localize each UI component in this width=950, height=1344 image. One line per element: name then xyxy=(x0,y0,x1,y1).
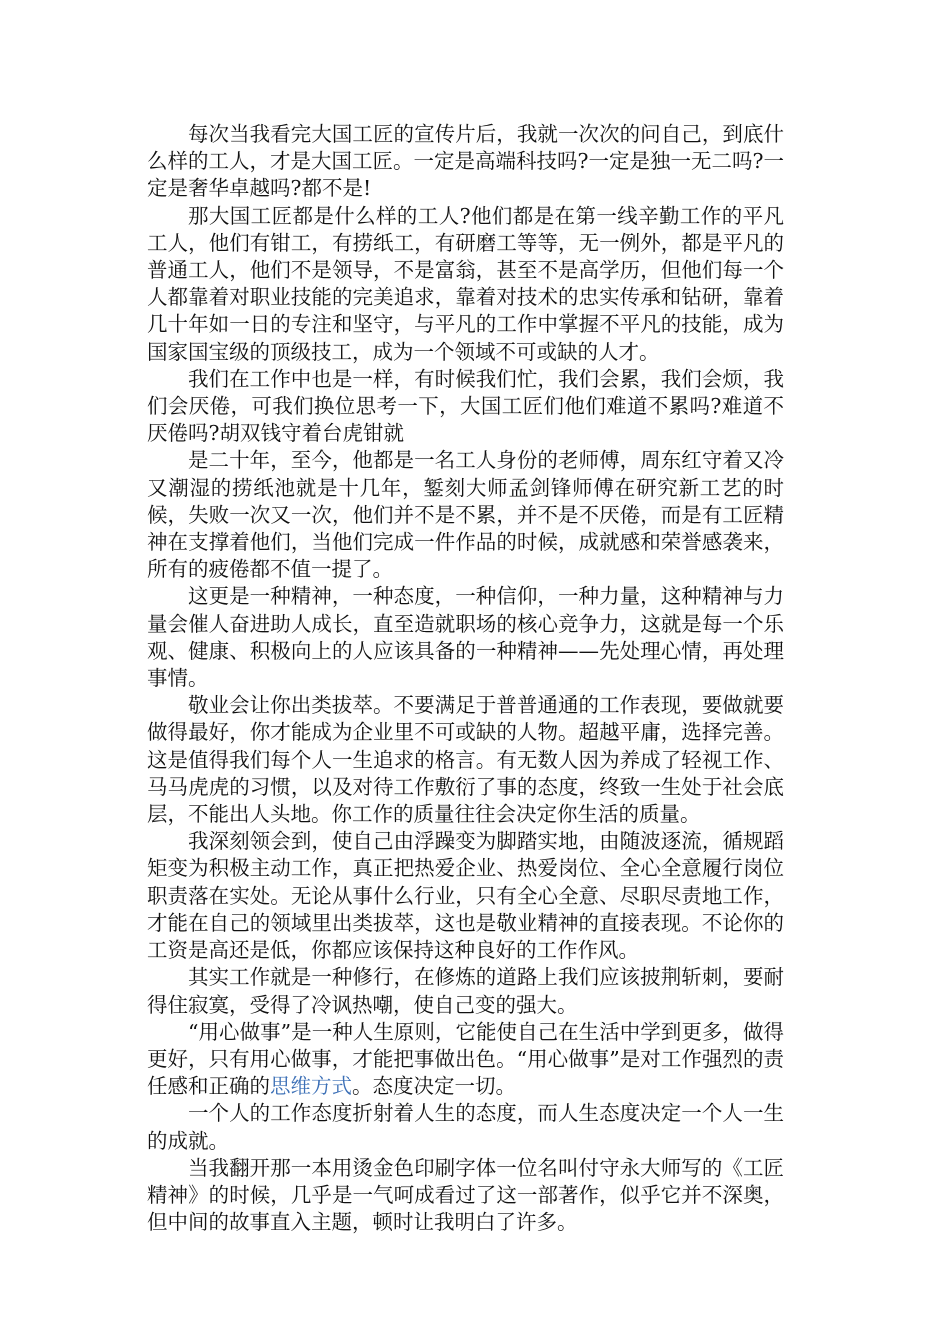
paragraph-11: 当我翻开那一本用烫金色印刷字体一位名叫付守永大师写的《工匠精神》的时候，几乎是一气呵成看过了这一部著作，似乎它并不深奥，但中间的故事直入主题，顿时让我明白了许多。 xyxy=(147,1155,784,1235)
paragraph-9 xyxy=(147,1019,784,1101)
paragraph-9-text-before: “用心做事”是一种人生原则，它能使自己在生活中学到更多，做得更好，只有用心做事，才能把事做出色。“用心做事”是对工作强烈的责任感和正确的 xyxy=(147,1019,784,1099)
paragraph-8: 其实工作就是一种修行，在修炼的道路上我们应该披荆斩刺，要耐得住寂寞，受得了冷讽热嘲，使自己变的强大。 xyxy=(147,965,784,1017)
paragraph-9-text-after: 。态度决定一切。 xyxy=(352,1074,516,1099)
paragraph-6: 敬业会让你出类拔萃。不要满足于普普通通的工作表现，要做就要做得最好，你才能成为企业里不可或缺的人物。超越平庸，选择完善。这是值得我们每个人一生追求的格言。有无数人因为养成了轻视工作、马马虎虎的习惯，以及对待工作敷衍了事的态度，终致一生处于社会底层，不能出人头地。你工作的质量往往会决定你生活的质量。 xyxy=(147,693,784,827)
paragraph-4: 是二十年，至今，他都是一名工人身份的老师傅，周东红守着又冷又潮湿的捞纸池就是十几年，錾刻大师孟剑锋师傅在研究新工艺的时候，失败一次又一次，他们并不是不累，并不是不厌倦，而是有工匠精神在支撑着他们，当他们完成一件作品的时候，成就感和荣誉感袭来，所有的疲倦都不值一提了。 xyxy=(147,448,784,582)
paragraph-10: 一个人的工作态度折射着人生的态度，而人生态度决定一个人一生的成就。 xyxy=(147,1101,784,1153)
paragraph-7: 我深刻领会到，使自己由浮躁变为脚踏实地，由随波逐流，循规蹈矩变为积极主动工作，真正把热爱企业、热爱岗位、全心全意履行岗位职责落在实处。无论从事什么行业，只有全心全意、尽职尽责地工作，才能在自己的领域里出类拔萃，这也是敬业精神的直接表现。不论你的工资是高还是低，你都应该保持这种良好的工作作风。 xyxy=(147,829,784,963)
document-body xyxy=(147,121,784,1236)
paragraph-5: 这更是一种精神，一种态度，一种信仰，一种力量，这种精神与力量会催人奋进助人成长，直至造就职场的核心竞争力，这就是每一个乐观、健康、积极向上的人应该具备的一种精神——先处理心情，再处理事情。 xyxy=(147,584,784,691)
paragraph-1: 每次当我看完大国工匠的宣传片后，我就一次次的问自己，到底什么样的工人，才是大国工匠。一定是高端科技吗?一定是独一无二吗?一定是奢华卓越吗?都不是! xyxy=(147,122,784,201)
paragraph-3: 我们在工作中也是一样，有时候我们忙，我们会累，我们会烦，我们会厌倦，可我们换位思考一下，大国工匠们他们难道不累吗?难道不厌倦吗?胡双钱守着台虎钳就 xyxy=(147,366,784,446)
thinking-method-link[interactable]: 思维方式 xyxy=(270,1074,352,1099)
paragraph-2: 那大国工匠都是什么样的工人?他们都是在第一线辛勤工作的平凡工人，他们有钳工，有捞纸工，有研磨工等等，无一例外，都是平凡的普通工人，他们不是领导，不是富翁，甚至不是高学历，但他们每一个人都靠着对职业技能的完美追求，靠着对技术的忠实传承和钻研，靠着几十年如一日的专注和坚守，与平凡的工作中掌握不平凡的技能，成为国家国宝级的顶级技工，成为一个领域不可或缺的人才。 xyxy=(147,203,784,364)
